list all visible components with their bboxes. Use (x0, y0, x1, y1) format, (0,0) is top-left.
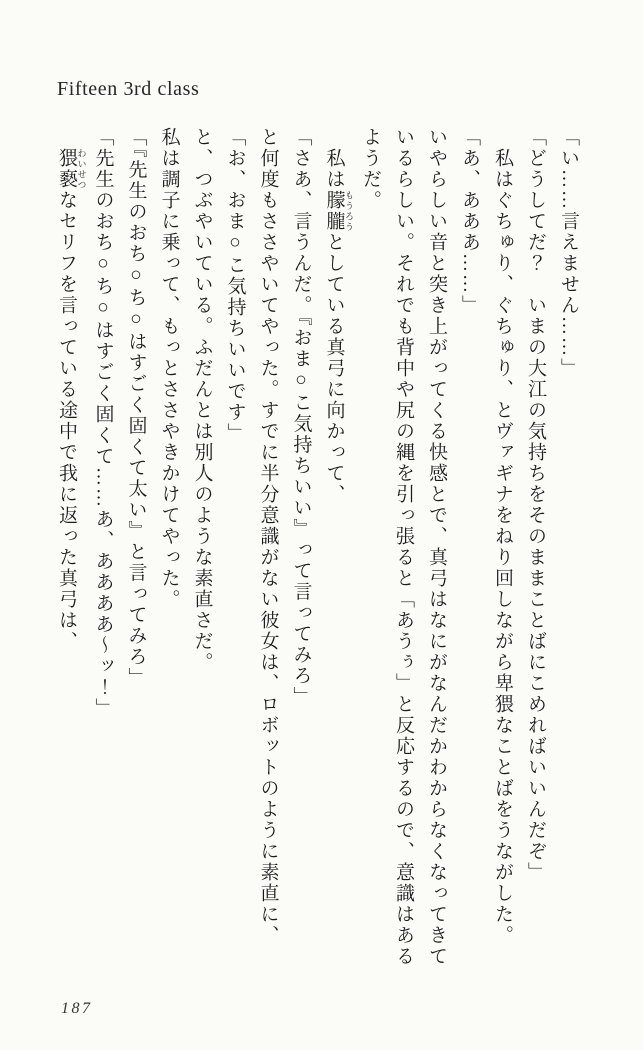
paragraph-12: 「『先生のおち○ち○はすごく固くて太い』と言ってみろ」 (125, 127, 147, 689)
paragraph-6: 私は朦朧 もうろうとしている真弓に向かって、 (323, 148, 354, 505)
paragraph-5: いやらしい音と突き上がってくる快感とで、真弓はなにがなんだかわからなくなってきているらしい。それでも背中や尻の縄を引っ張ると「あうぅ」と反応するので、意識はあるようだ。 (360, 127, 447, 967)
paragraph-10: と、つぶやいている。ふだんとは別人のような素直さだ。 (191, 127, 213, 673)
paragraph-7: 「さあ、言うんだ。『おま○こ気持ちいい』って言ってみろ」 (290, 127, 312, 708)
furigana-annotated-word: 朦朧 もうろう (323, 190, 354, 232)
paragraph-2: 「どうしてだ？ いまの大江の気持ちをそのままことばにこめればいいんだぞ」 (525, 127, 546, 883)
paragraph-4: 「あ、あああ……」 (459, 127, 480, 316)
paragraph-13: 「先生のおち○ち○はすごく固くて……あ、ああああ～ッ！」 (92, 127, 114, 719)
paragraph-8: と何度もささやいてやった。すでに半分意識がない彼女は、ロボットのように素直に、 (257, 127, 279, 946)
paragraph-11: 私は調子に乗って、もっとささやきかけてやった。 (158, 127, 180, 610)
paragraph-14: 猥褻 わいせつなセリフを言っている途中で我に返った真弓は、 (56, 148, 87, 652)
paragraph-9: 「お、おま○こ気持ちいいです」 (224, 127, 246, 444)
page-number: 187 (61, 1000, 93, 1017)
paragraph-3: 私はぐちゅり、ぐちゅり、とヴァギナをねり回しながら卑猥なことばをうながした。 (492, 148, 513, 946)
running-header: Fifteen 3rd class (57, 78, 200, 100)
paragraph-1: 「い……言えません……」 (558, 127, 579, 379)
furigana-annotated-word: 猥褻 わいせつ (56, 148, 87, 190)
vertical-text-block (53, 127, 585, 977)
